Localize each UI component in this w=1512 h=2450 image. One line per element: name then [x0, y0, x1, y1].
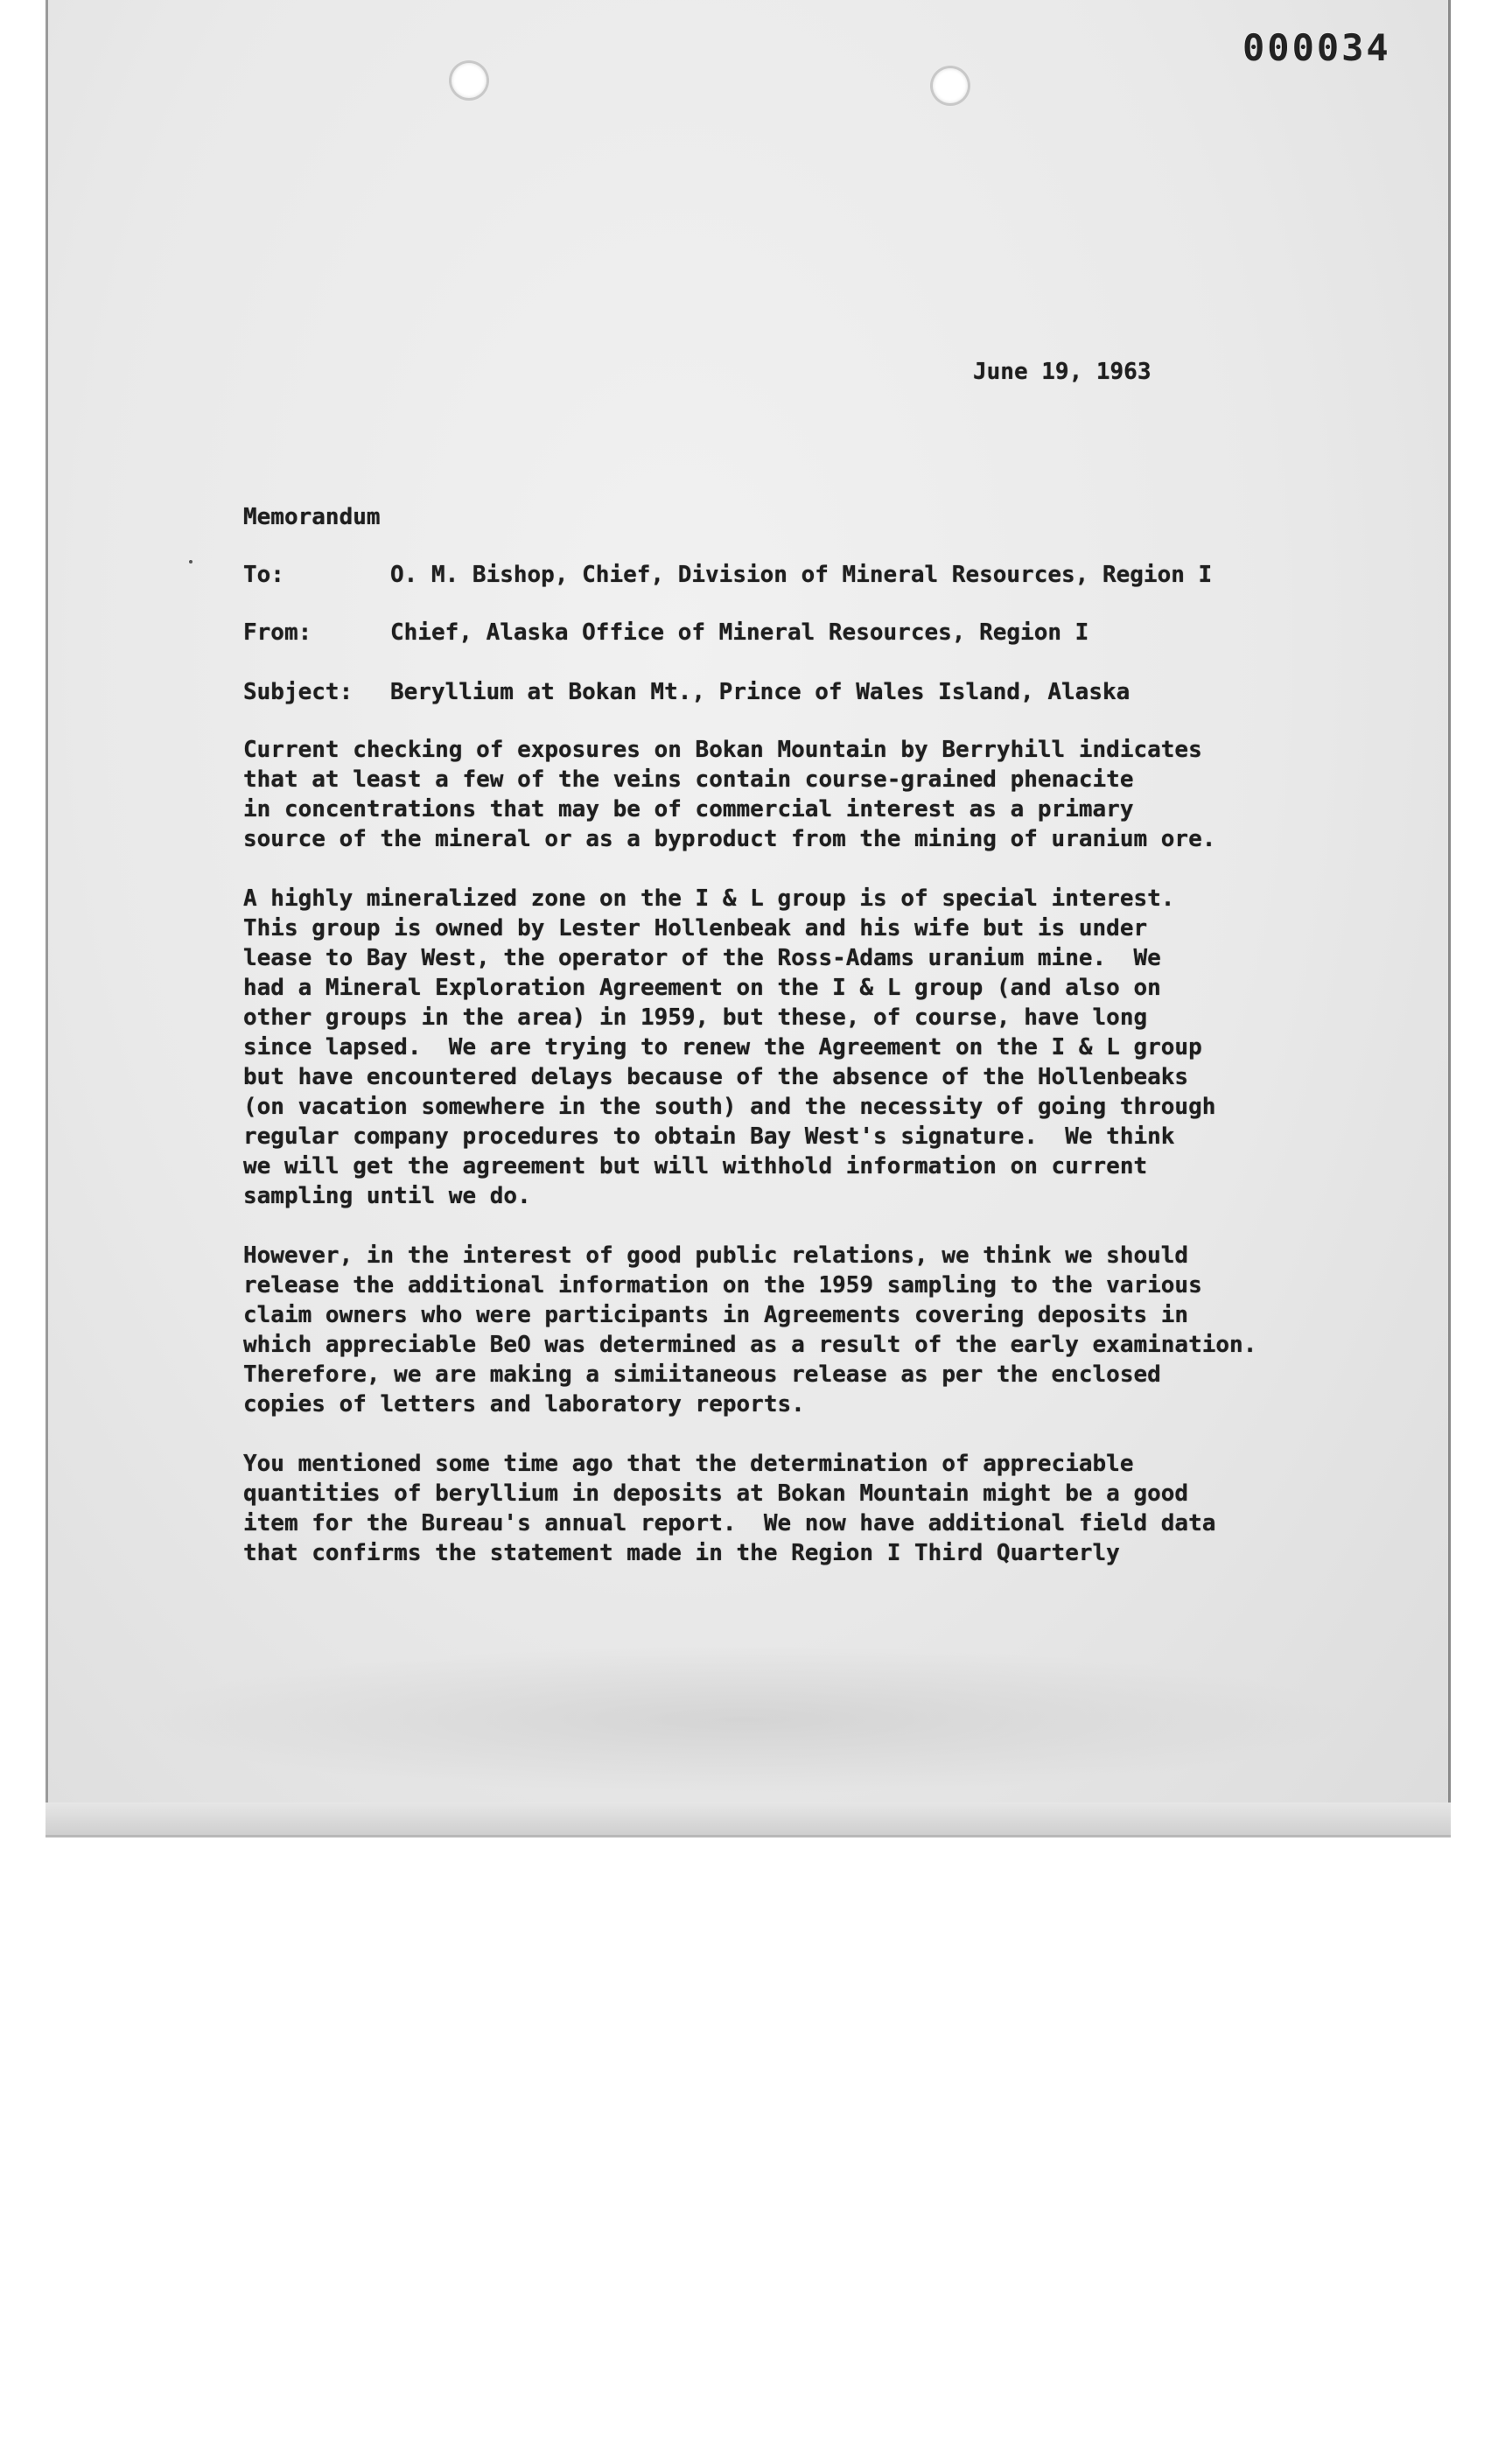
corner-stain — [84, 32, 180, 102]
bleed-through-smudge — [131, 1645, 1356, 1794]
ink-speck — [189, 560, 192, 564]
header-from — [243, 618, 1381, 648]
from-value: Chief, Alaska Office of Mineral Resources, Region I — [390, 620, 1089, 646]
header-to — [243, 560, 1381, 590]
header-subject — [243, 677, 1381, 707]
punch-hole-left — [452, 63, 486, 98]
memo-heading: Memorandum — [243, 504, 381, 530]
paragraph: A highly mineralized zone on the I & L group is of special interest. This group is owned by Lester Hollenbeak and his wife but is under lease to Bay West, the operator of the Ross-Adams uranium mine. We had a Mineral Exploration Agreement on the I & L group (and also on other groups in the area) in 1959, but these, of course, have long since lapsed. We are trying to renew the Agreement on the I & L group but have encountered delays because of the absence of the Hollenbeaks (on vacation somewhere in the south) and the necessity of going through regular company procedures to obtain Bay West's signature. We think we will get the agreement but will withhold information on current sampling until we do. — [243, 886, 1216, 1209]
to-label: To: — [243, 562, 284, 588]
to-value: O. M. Bishop, Chief, Division of Mineral Resources, Region I — [390, 562, 1213, 588]
memo-body — [243, 735, 1381, 1598]
paragraph: However, in the interest of good public relations, we think we should release the additional information on the 1959 sampling to the various claim owners who were participants in Agreements covering deposits in which appreciable BeO was determined as a result of the early examination. Therefore, we are making a simiitaneous release as per the enclosed copies of letters and laboratory reports. — [243, 1242, 1257, 1418]
paragraph: Current checking of exposures on Bokan Mountain by Berryhill indicates that at least a few of the veins contain course-grained phenacite in concentrations that may be of commercial interest as a primary source of the mineral or as a byproduct from the mining of uranium ore. — [243, 737, 1216, 852]
subject-value: Beryllium at Bokan Mt., Prince of Wales Island, Alaska — [390, 679, 1130, 705]
punch-hole-right — [933, 68, 968, 103]
memo-date: June 19, 1963 — [973, 359, 1152, 385]
from-label: From: — [243, 620, 312, 646]
page-number: 000034 — [1242, 26, 1391, 69]
paragraph: You mentioned some time ago that the determination of appreciable quantities of beryllium in deposits at Bokan Mountain might be a good item for the Bureau's annual report. We now have additional field data that confirms the statement made in the Region I Third Quarterly — [243, 1451, 1216, 1566]
subject-label: Subject: — [243, 679, 354, 705]
sheet-bottom-edge — [46, 1802, 1451, 1838]
